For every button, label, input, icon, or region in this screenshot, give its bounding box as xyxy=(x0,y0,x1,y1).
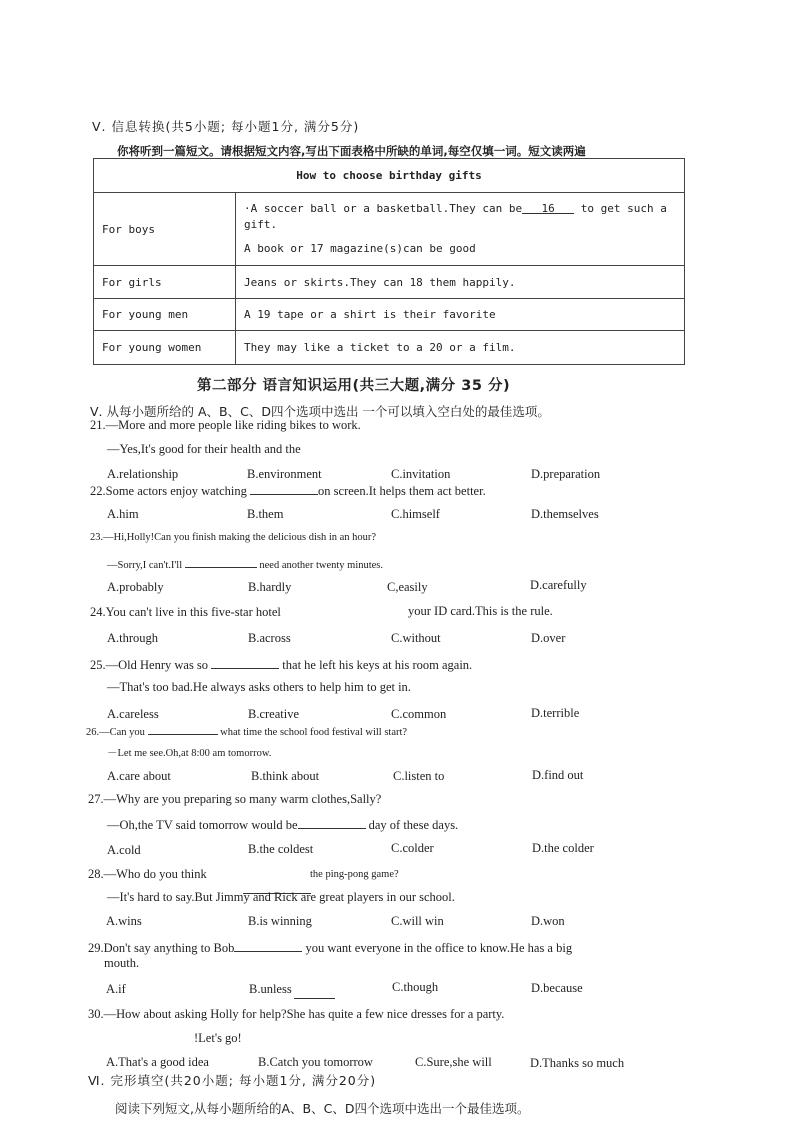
q22-option-a[interactable]: A.him xyxy=(107,507,139,521)
q21-option-c[interactable]: C.invitation xyxy=(391,467,451,481)
q21-text: 21.—More and more people like riding bikes to work. xyxy=(90,418,361,432)
row-content-young-women: They may like a ticket to a 20 or a film. xyxy=(236,331,685,365)
q25-text-b: that he left his keys at his room again. xyxy=(282,658,473,672)
q27-option-d[interactable]: D.the colder xyxy=(532,841,594,855)
boys-line1c: gift. xyxy=(244,218,278,231)
row-content-girls: Jeans or skirts.They can 18 them happily. xyxy=(236,266,685,299)
q27-reply-a: —Oh,the TV said tomorrow would be xyxy=(107,818,298,832)
q28-reply: —It's hard to say.But Jimmy and Rick are great players in our school. xyxy=(107,890,455,904)
q30-option-d[interactable]: D.Thanks so much xyxy=(530,1056,625,1070)
row-label-boys: For boys xyxy=(94,193,236,266)
q25-reply: —That's too bad.He always asks others to help him to get in. xyxy=(107,680,411,694)
section6-instruction: 阅读下列短文,从每小题所给的A、B、C、D四个选项中选出一个最佳选项。 xyxy=(115,1101,530,1116)
q23-text: 23.—Hi,Holly!Can you finish making the delicious dish in an hour? xyxy=(90,532,377,543)
q26-option-d[interactable]: D.find out xyxy=(532,768,584,782)
blank-16[interactable] xyxy=(522,201,574,214)
q23-option-d[interactable]: D.carefully xyxy=(530,578,587,592)
q29-option-d[interactable]: D.because xyxy=(531,981,583,995)
boys-line1a: ·A soccer ball or a basketball.They can be xyxy=(244,202,523,215)
q29-text-c: mouth. xyxy=(104,956,140,970)
boys-line2: A book or 17 magazine(s)can be good xyxy=(244,242,476,255)
q22-text-b: on screen.It helps them act better. xyxy=(318,484,486,498)
q26-option-a[interactable]: A.care about xyxy=(107,769,171,783)
q22-option-d[interactable]: D.themselves xyxy=(531,507,599,521)
q24-option-c[interactable]: C.without xyxy=(391,631,441,645)
q21-option-d[interactable]: D.preparation xyxy=(531,467,601,481)
q22-option-b[interactable]: B.them xyxy=(247,507,284,521)
q24-option-d[interactable]: D.over xyxy=(531,631,566,645)
q28-text-b: the ping-pong game? xyxy=(310,869,399,880)
q29-option-a[interactable]: A.if xyxy=(106,982,126,996)
q22-blank[interactable] xyxy=(250,482,318,495)
q23-option-c[interactable]: C,easily xyxy=(387,580,428,594)
boys-line1b: to get such a xyxy=(580,202,667,215)
section6-title: Ⅵ. 完形填空(共20小题; 每小题1分, 满分20分) xyxy=(88,1073,377,1088)
q26-text xyxy=(86,722,407,738)
q30-reply: !Let's go! xyxy=(194,1031,242,1045)
q28-option-d[interactable]: D.won xyxy=(531,914,565,928)
q23-option-b[interactable]: B.hardly xyxy=(248,580,292,594)
q25-option-a[interactable]: A.careless xyxy=(107,707,159,721)
q27-reply-b: day of these days. xyxy=(368,818,459,832)
q26-reply: －Let me see.Oh,at 8:00 am tomorrow. xyxy=(107,748,272,759)
q21-option-a[interactable]: A.relationship xyxy=(107,467,179,481)
q26-text-b: what time the school food festival will start? xyxy=(220,727,408,738)
q25-option-b[interactable]: B.creative xyxy=(248,707,300,721)
row-label-girls: For girls xyxy=(94,266,236,299)
q29-underline xyxy=(294,998,335,999)
q22-text xyxy=(90,482,486,499)
q24-option-b[interactable]: B.across xyxy=(248,631,291,645)
section5-instruction: 你将听到一篇短文。请根据短文内容,写出下面表格中所缺的单词,每空仅填一词。短文读两遍 xyxy=(117,144,586,158)
part2-instruction: Ⅴ. 从每小题所给的 A、B、C、D四个选项中选出 一个可以填入空白处的最佳选项。 xyxy=(90,404,550,419)
section5-title: Ⅴ. 信息转换(共5小题; 每小题1分, 满分5分) xyxy=(92,119,360,134)
q27-option-c[interactable]: C.colder xyxy=(391,841,434,855)
q24-option-a[interactable]: A.through xyxy=(107,631,159,645)
row-content-young-men: A 19 tape or a shirt is their favorite xyxy=(236,299,685,331)
q25-option-c[interactable]: C.common xyxy=(391,707,447,721)
q23-blank[interactable] xyxy=(185,555,257,568)
q21-reply: —Yes,It's good for their health and the xyxy=(107,442,301,456)
q29-option-b[interactable]: B.unless xyxy=(249,982,292,996)
row-label-young-men: For young men xyxy=(94,299,236,331)
q28-option-c[interactable]: C.will win xyxy=(391,914,444,928)
q21-option-b[interactable]: B.environment xyxy=(247,467,322,481)
q22-text-a: 22.Some actors enjoy watching xyxy=(90,484,247,498)
q23-option-a[interactable]: A.probably xyxy=(107,580,164,594)
q23-reply-a: —Sorry,I can't.I'll xyxy=(107,560,183,571)
q23-reply xyxy=(107,555,383,571)
q29-text-a: 29.Don't say anything to Bob xyxy=(88,941,235,955)
q29-text xyxy=(88,939,572,956)
q26-option-b[interactable]: B.think about xyxy=(251,769,320,783)
q24-text-b: your ID card.This is the rule. xyxy=(408,604,553,618)
q25-blank[interactable] xyxy=(211,656,279,669)
q25-text xyxy=(90,656,472,673)
part2-title: 第二部分 语言知识运用(共三大题,满分 35 分) xyxy=(197,378,511,394)
q27-blank[interactable] xyxy=(298,816,366,829)
info-table xyxy=(93,158,685,365)
q27-reply xyxy=(107,816,458,833)
q27-option-a[interactable]: A.cold xyxy=(107,843,141,857)
q29-text-b: you want everyone in the office to know.He has a big xyxy=(305,941,573,955)
q25-text-a: 25.—Old Henry was so xyxy=(90,658,209,672)
q30-option-c[interactable]: C.Sure,she will xyxy=(415,1055,492,1069)
q22-option-c[interactable]: C.himself xyxy=(391,507,440,521)
q28-text-a: 28.—Who do you think xyxy=(88,867,207,881)
q30-option-a[interactable]: A.That's a good idea xyxy=(106,1055,209,1069)
row-label-young-women: For young women xyxy=(94,331,236,365)
q23-reply-b: need another twenty minutes. xyxy=(259,560,384,571)
blank-16-number: 16 xyxy=(541,202,555,215)
q30-text: 30.—How about asking Holly for help?She has quite a few nice dresses for a party. xyxy=(88,1007,505,1021)
q26-text-a: 26.—Can you xyxy=(86,727,145,738)
row-content-boys xyxy=(236,193,685,266)
q27-option-b[interactable]: B.the coldest xyxy=(248,842,314,856)
q24-text-a: 24.You can't live in this five-star hotel xyxy=(90,605,281,619)
table-header: How to choose birthday gifts xyxy=(94,159,685,193)
q26-option-c[interactable]: C.listen to xyxy=(393,769,445,783)
q29-blank[interactable] xyxy=(234,939,302,952)
q25-option-d[interactable]: D.terrible xyxy=(531,706,580,720)
q28-option-a[interactable]: A.wins xyxy=(106,914,142,928)
q30-option-b[interactable]: B.Catch you tomorrow xyxy=(258,1055,373,1069)
q28-option-b[interactable]: B.is winning xyxy=(248,914,312,928)
q27-text: 27.—Why are you preparing so many warm clothes,Sally? xyxy=(88,792,382,806)
q26-blank[interactable] xyxy=(148,722,218,735)
q29-option-c[interactable]: C.though xyxy=(392,980,439,994)
